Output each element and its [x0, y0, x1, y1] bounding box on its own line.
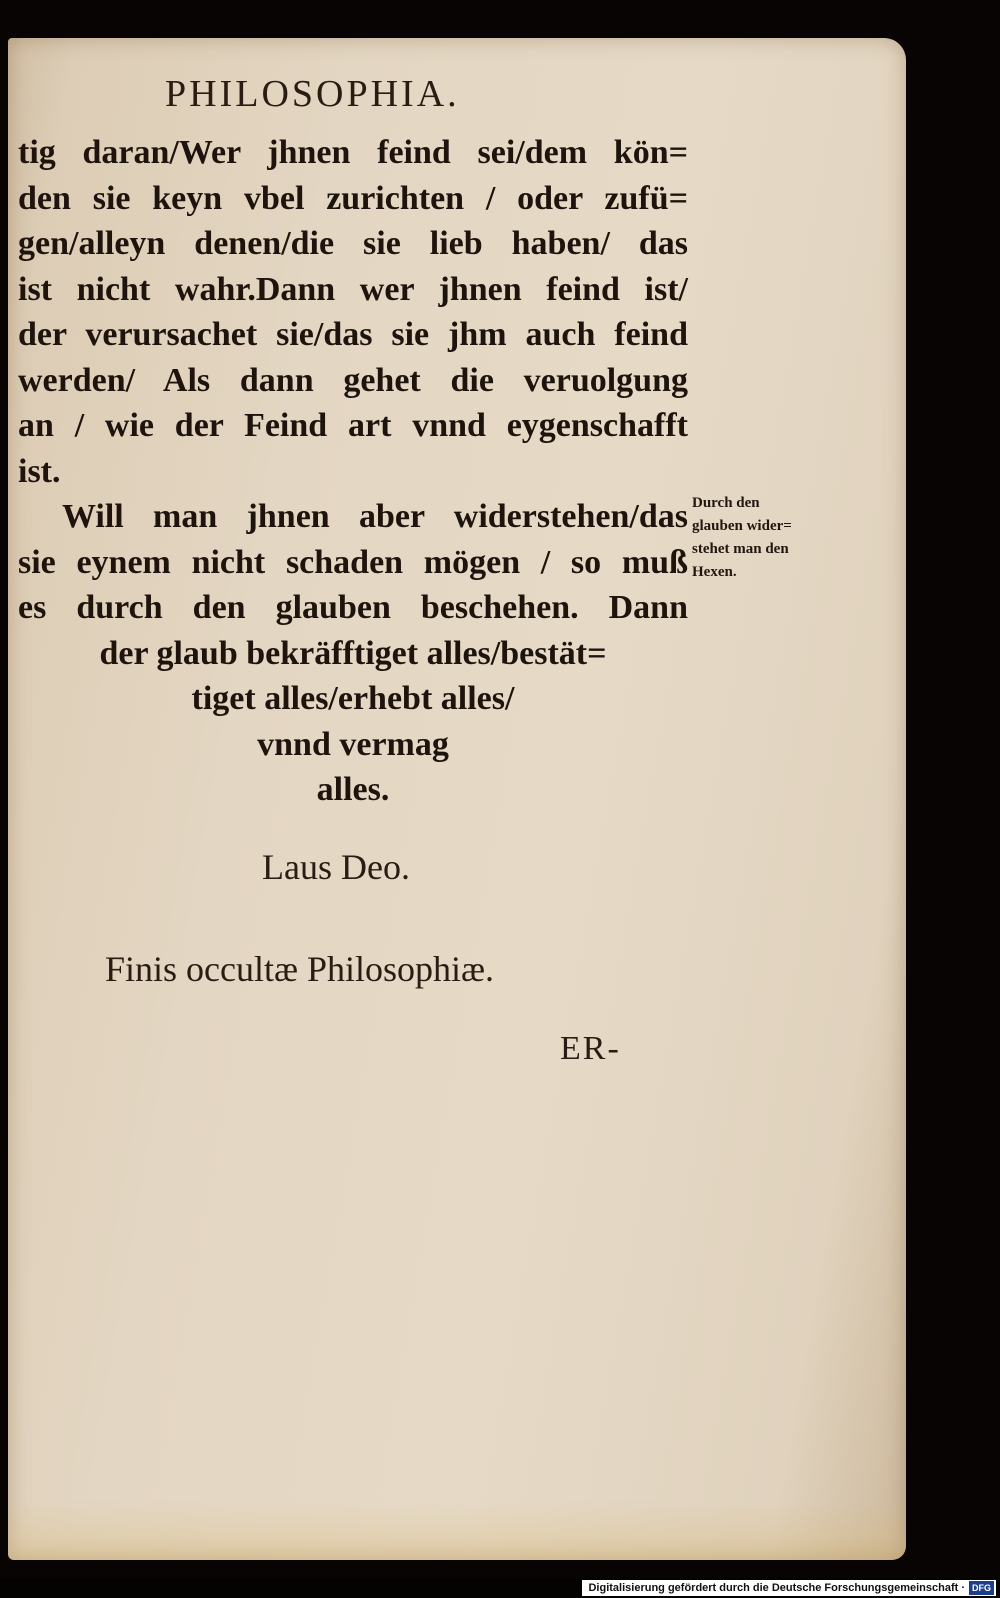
body-line: es durch den glauben beschehen. Dann [18, 589, 688, 626]
body-line: Will man jhnen aber widerstehen/das [62, 498, 688, 535]
digitization-footer [582, 1580, 996, 1596]
body-line: ist nicht wahr.Dann wer jhnen feind ist/ [18, 270, 688, 308]
body-line: an / wie der Feind art vnnd eygenschafft [18, 407, 688, 444]
body-line: tiget alles/erhebt alles/ [191, 680, 515, 717]
finis-line: Finis occultæ Philosophiæ. [105, 949, 495, 989]
dfg-logo-icon: DFG [969, 1581, 994, 1595]
body-line: tig daran/Wer jhnen feind sei/dem kön= [18, 134, 688, 171]
margin-note-line: stehet man den [692, 541, 789, 557]
margin-note [692, 492, 842, 584]
margin-note-line: glauben wider= [692, 518, 792, 534]
catchword: ER- [560, 1030, 621, 1067]
body-line: der glaub bekräfftiget alles/bestät= [99, 634, 607, 672]
footer-credit: Digitalisierung gefördert durch die Deutsche Forschungsgemeinschaft · [588, 1582, 965, 1594]
body-line: alles. [316, 771, 390, 808]
body-line: ist. [18, 452, 61, 490]
body-line: werden/ Als dann gehet die veruolgung [18, 361, 688, 399]
margin-note-line: Durch den [692, 495, 760, 511]
body-line: sie eynem nicht schaden mögen / so muß [18, 543, 688, 581]
body-line: gen/alleyn denen/die sie lieb haben/ das [18, 225, 688, 262]
margin-note-line: Hexen. [692, 564, 737, 580]
laus-deo: Laus Deo. [262, 847, 410, 887]
body-text [18, 130, 688, 813]
running-head: PHILOSOPHIA. [165, 73, 460, 115]
body-line: den sie keyn vbel zurichten / oder zufü= [18, 179, 688, 217]
body-line: der verursachet sie/das sie jhm auch feind [18, 316, 688, 353]
body-line: vnnd vermag [257, 725, 449, 763]
